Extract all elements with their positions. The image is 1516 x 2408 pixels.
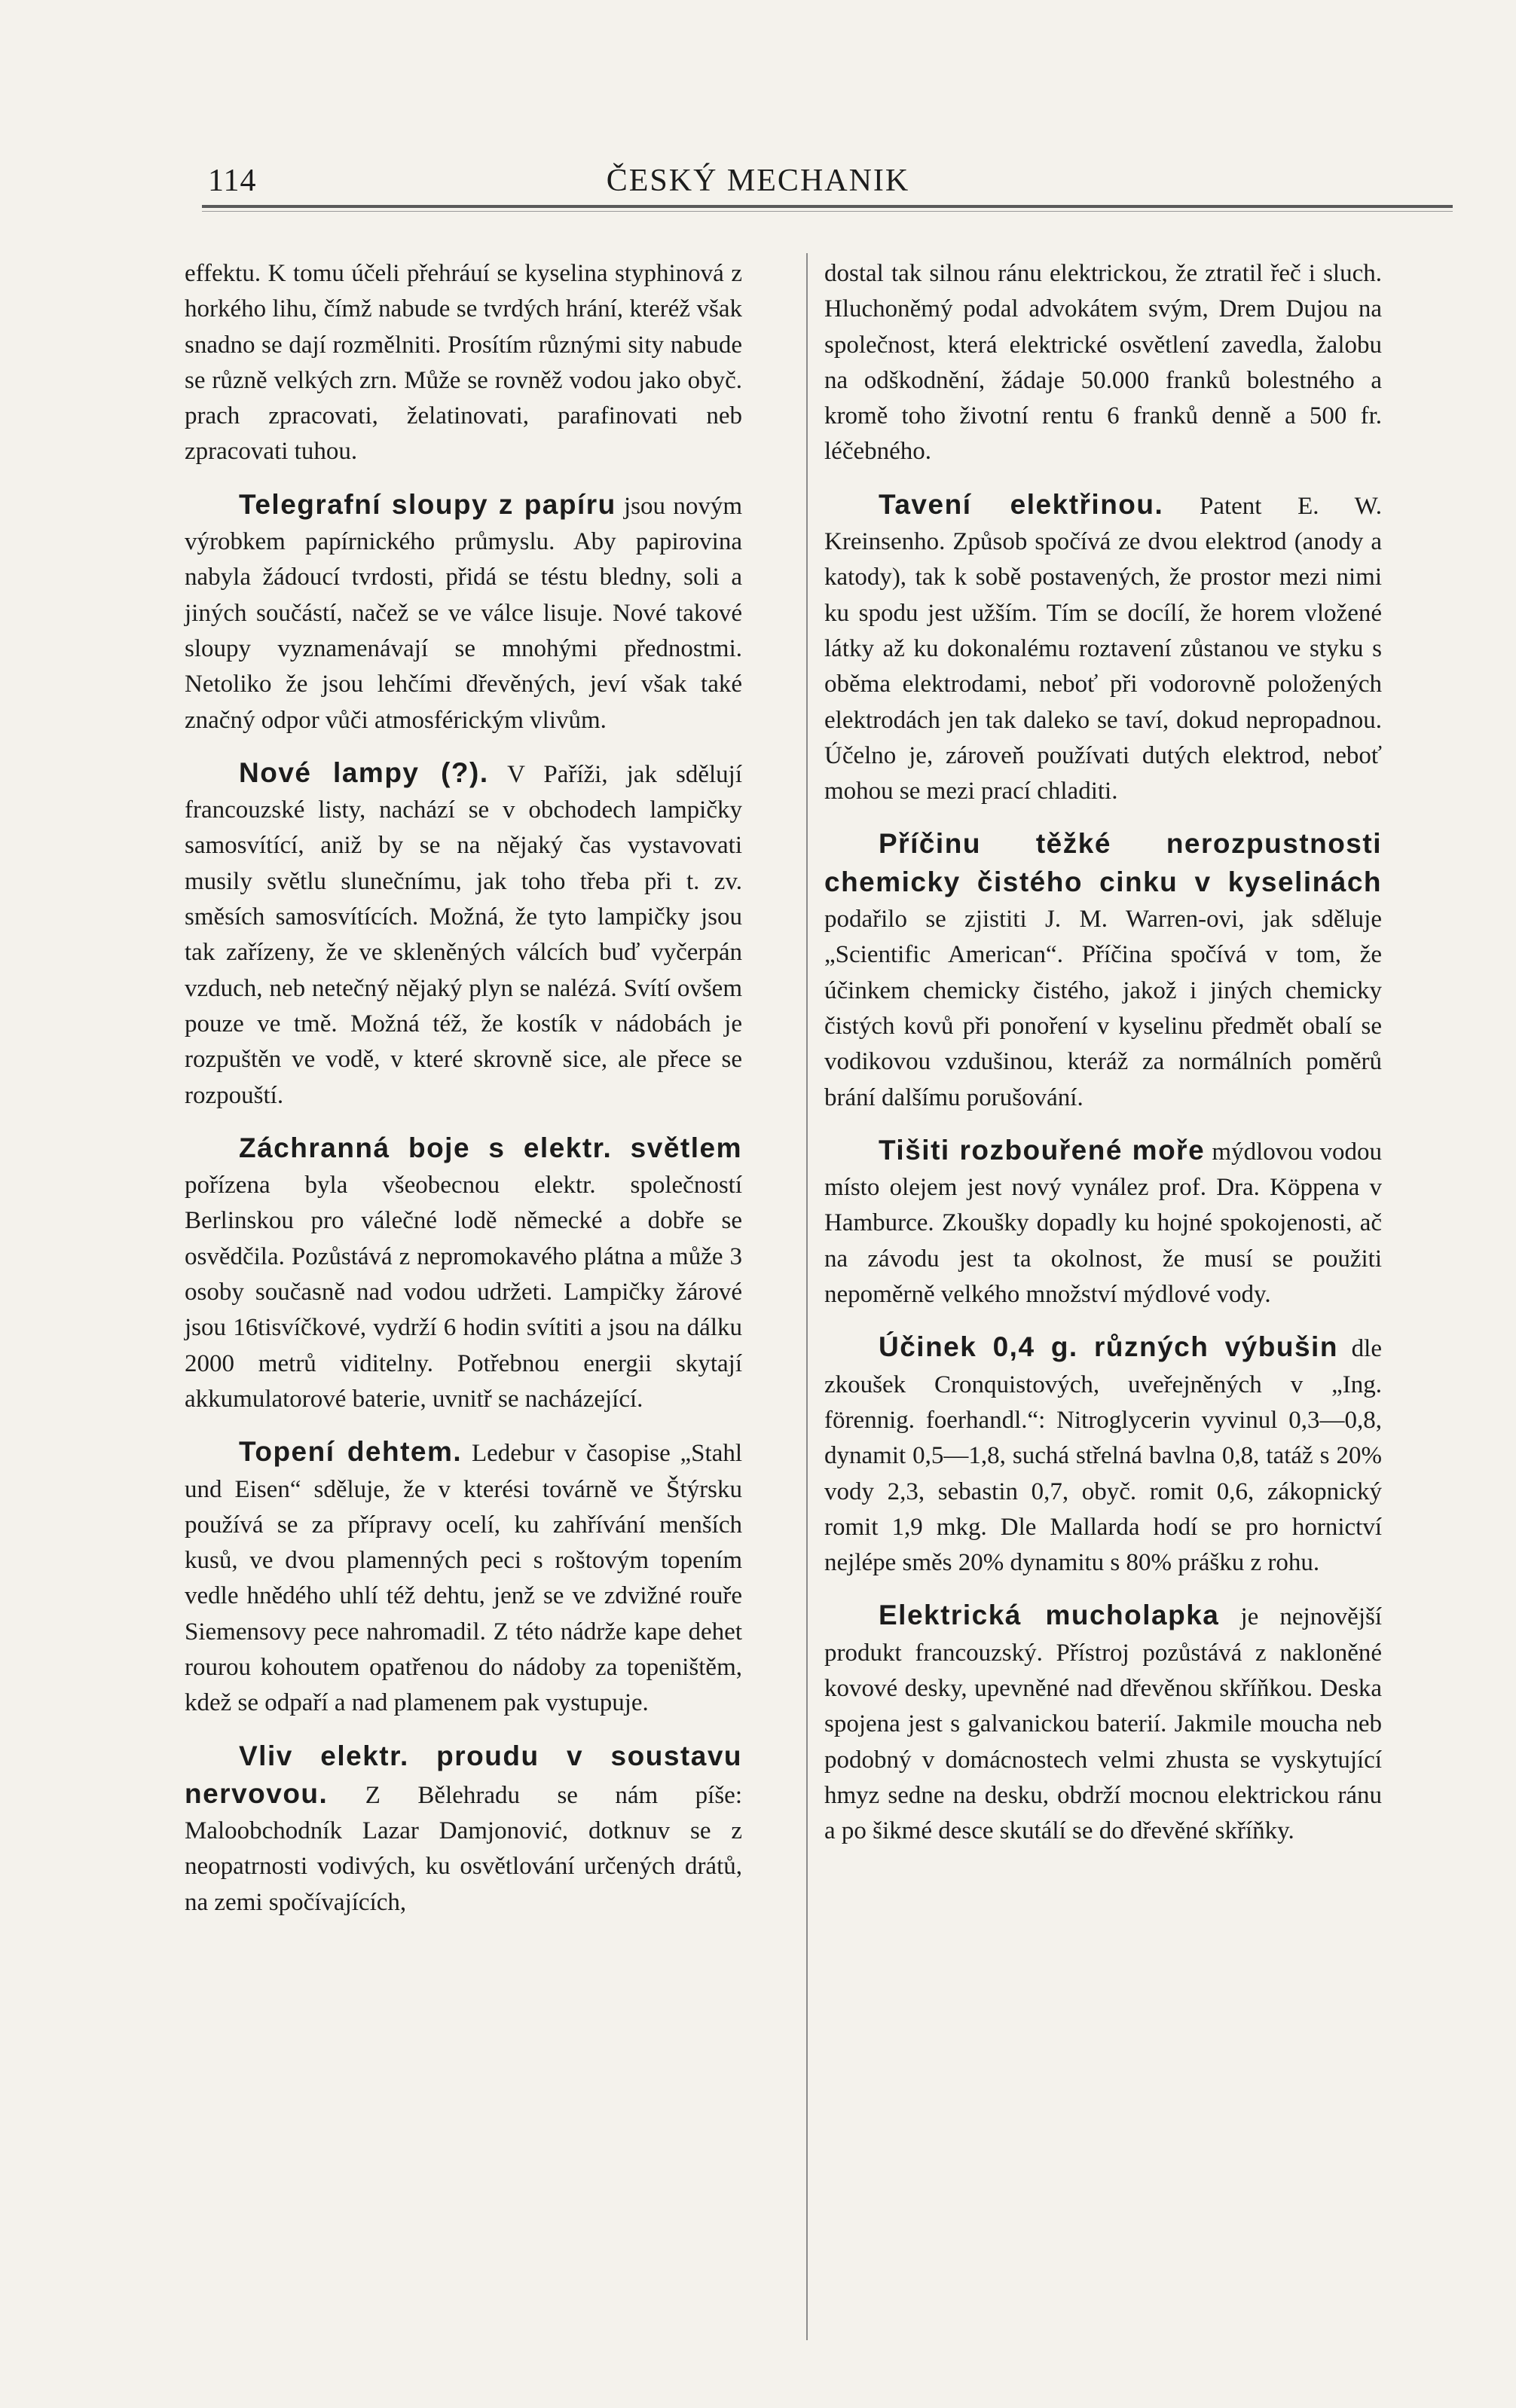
article-headline: Nové lampy (?).: [239, 756, 489, 788]
article-headline: Záchranná boje s elektr. světlem: [239, 1132, 742, 1163]
column-divider: [806, 253, 808, 2340]
article-headline: Příčinu těžké nerozpustnosti chemicky čistého cinku v kyselinách: [824, 828, 1382, 897]
article-tisiti-more: [824, 1132, 1382, 1312]
article-headline: Tavení elektřinou.: [879, 488, 1164, 520]
article-text: podařilo se zjistiti J. M. Warren-ovi, jak sděluje „Scientific American“. Příčina spočívá v tom, že účinkem chemicky čistého, jakož i jiných chemicky čistých kovů při ponoření v kyselinu předmět obalí se vodikovou vzdušinou, kteráž za normálních poměrů brání dalšímu porušování.: [824, 906, 1382, 1111]
article-ucinek-vybusin: [824, 1329, 1382, 1581]
article-headline: Vliv elektr. proudu v soustavu nervovou.: [185, 1740, 742, 1809]
article-pricinu-nerozpustnosti-cinku: [824, 826, 1382, 1115]
article-body: [824, 487, 1382, 810]
article-body: [824, 826, 1382, 1115]
article-taveni-elektrinou: [824, 487, 1382, 810]
article-headline: Tišiti rozbouřené moře: [879, 1134, 1206, 1166]
running-head: ČESKÝ MECHANIK: [606, 163, 910, 198]
article-body: [185, 1434, 742, 1721]
header-rule: [202, 205, 1453, 212]
article-vliv-elektr-proudu: [185, 1738, 742, 1921]
article-text: jsou novým výrobkem papírnického průmyslu. Aby papirovina nabyla žádoucí tvrdosti, přidá se téstu bledny, soli a jiných součástí, načež se ve válce lisuje. Nové takové sloupy vyznamenávají se mnohými přednostmi. Netoliko že jsou lehčími dřevěných, jeví však také značný odpor vůči atmosférickým vlivům.: [185, 492, 742, 734]
article-text: Patent E. W. Kreinsenho. Způsob spočívá ze dvou elektrod (anody a katody), tak k sobě postavených, že prostor mezi nimi ku spodu jest užším. Tím se docílí, že horem vložené látky až ku dokonalému roztavení zůstanou ve styku s oběma elektrodami, neboť při vodorovně položených elektrodách jen tak daleko se taví, dokud nepropadnou. Účelno je, zároveň používati dutých elektrod, neboť mohou se mezi prací chladiti.: [824, 492, 1382, 805]
article-continuation-hluchonemy: [824, 256, 1382, 470]
page-number: 114: [208, 163, 257, 198]
article-body: [185, 487, 742, 738]
article-text: Z Bělehradu se nám píše: Maloobchodník Lazar Damjonović, dotknuv se z neopatrnosti vodivých, ku osvětlování určených drátů, na zemi spočívajících,: [185, 1781, 742, 1916]
article-text: dle zkoušek Cronquistových, uveřejněných v „Ing. förennig. foerhandl.“: Nitroglycerin vyvinul 0,3—0,8, dynamit 0,5—1,8, suchá střelná bavlna 0,8, tatáž s 20% vody 2,3, sebastin 0,7, obyč. romit 0,6, zákopnický romit 1,9 mkg. Dle Mallarda hodí se pro hornictví nejlépe směs 20% dynamitu s 80% prášku z rohu.: [824, 1335, 1382, 1577]
article-body: [824, 1597, 1382, 1849]
article-headline: Topení dehtem.: [239, 1436, 463, 1468]
article-text: dostal tak silnou ránu elektrickou, že ztratil řeč i sluch. Hluchoněmý podal advokátem svým, Drem Dujou na společnost, která elektrické osvětlení zavedla, žalobu na odškodnění, žádaje 50.000 franků bolestného a kromě toho životní rentu 6 franků denně a 500 fr. léčebného.: [824, 260, 1382, 466]
article-nove-lampy: [185, 755, 742, 1114]
article-text: je nejnovější produkt francouzský. Přístroj pozůstává z nakloněné kovové desky, upevněné nad dřevěnou skříňkou. Deska spojena jest s galvanickou baterií. Jakmile moucha neb podobný v domácnostech velmi zhusta se vyskytující hmyz sedne na desku, obdrží mocnou elektrickou ránu a po šikmé desce skutálí se do dřevěné skříňky.: [824, 1603, 1382, 1845]
article-topeni-dehtem: [185, 1434, 742, 1721]
article-continuation-effektu: [185, 256, 742, 470]
article-text: V Paříži, jak sdělují francouzské listy, nachází se v obchodech lampičky samosvítící, aniž by se na nějaký čas vystavovati musily světlu slunečnímu, jak toho třeba při t. zv. směsích samosvítících. Možná, že tyto lampičky jsou tak zařízeny, že ve skleněných válcích buď vyčerpán vzduch, neb netečný nějaký plyn se nalézá. Svítí ovšem pouze ve tmě. Možná též, že kostík v nádobách je rozpuštěn ve vodě, v které skrovně sice, ale přece se rozpouští.: [185, 760, 743, 1109]
article-body: [185, 755, 742, 1114]
article-text: Ledebur v časopise „Stahl und Eisen“ sděluje, že v kterési továrně ve Štýrsku používá se za přípravy ocelí, ku zahřívání menších kusů, ve dvou plamenných peci s roštovým topením vedle hnědého uhlí též dehtu, jenž se ve zdvižné rouře Siemensovy pece nahromadil. Z této nádrže kape dehet rourou kohoutem opatřenou do nádoby za topeništěm, kdež se odpaří a nad plamenem pak vystupuje.: [185, 1440, 743, 1717]
article-headline: Účinek 0,4 g. různých výbušin: [879, 1331, 1338, 1363]
column-right: [824, 256, 1382, 1866]
article-text: effektu. K tomu účeli přehráuí se kyselina styphinová z horkého lihu, čímž nabude se tvrdých hrání, kteréž však snadno se dají rozmělniti. Prosítím různými sity nabude se různě velkých zrn. Může se rovněž vodou jako obyč. prach zpracovati, želatinovati, parafinovati neb zpracovati tuhou.: [185, 260, 742, 466]
article-text: pořízena byla všeobecnou elektr. společností Berlinskou pro válečné lodě německé a dobře se osvědčila. Pozůstává z nepromokavého plátna a může 3 osoby současně nad vodou udržeti. Lampičky žárové jsou 16tisvíčkové, vydrží 6 hodin svítiti a jsou na dálku 2000 metrů viditelny. Potřebnou energii skytají akkumulatorové baterie, uvnitř se nacházející.: [185, 1172, 742, 1413]
column-left: [185, 256, 742, 1937]
article-text: mýdlovou vodou místo olejem jest nový vynález prof. Dra. Köppena v Hamburce. Zkoušky dopadly ku hojné spokojenosti, ač na závodu jest ta okolnost, že musí se použiti nepoměrně velkého množství mýdlové vody.: [824, 1138, 1383, 1309]
article-telegrafni-sloupy: [185, 487, 742, 738]
article-body: [824, 1329, 1382, 1581]
article-elektricka-mucholapka: [824, 1597, 1382, 1849]
article-body: [824, 1132, 1382, 1312]
article-body: [824, 256, 1382, 470]
article-body: [185, 256, 742, 470]
article-body: [185, 1738, 742, 1921]
article-headline: Telegrafní sloupy z papíru: [239, 488, 616, 520]
article-zachranna-boje: [185, 1130, 742, 1417]
article-body: [185, 1130, 742, 1417]
article-headline: Elektrická mucholapka: [879, 1600, 1220, 1631]
